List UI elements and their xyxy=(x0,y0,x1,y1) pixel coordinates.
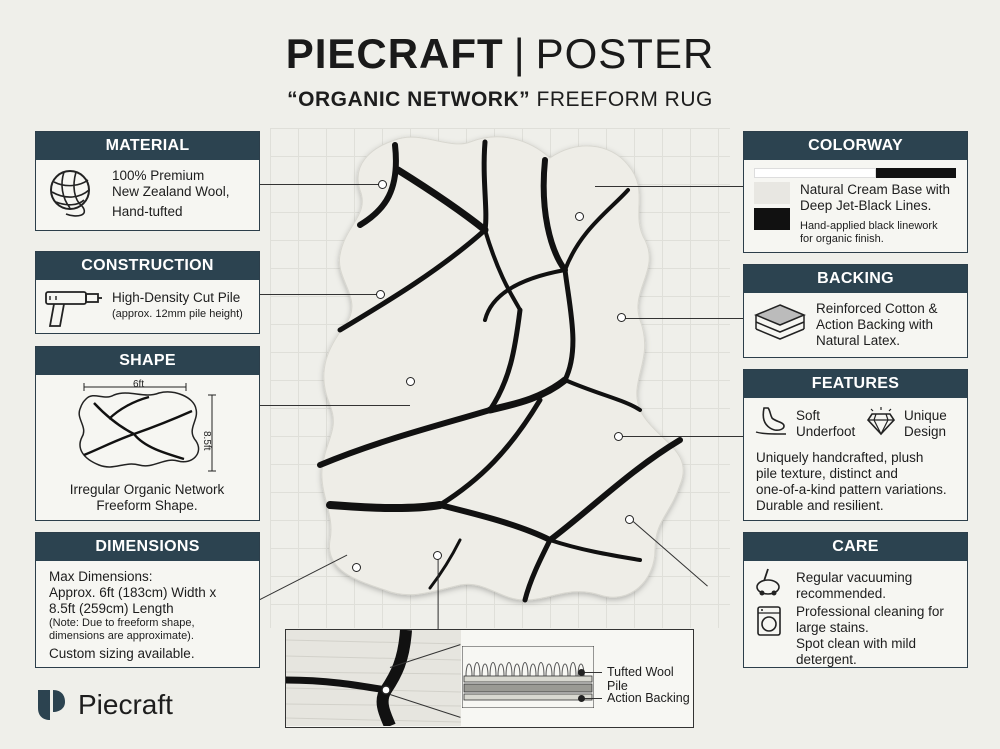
features-line3: one-of-a-kind pattern variations. xyxy=(756,482,947,497)
colorway-line1: Natural Cream Base with xyxy=(800,182,951,197)
material-title: MATERIAL xyxy=(36,132,259,160)
inset-leader-pile xyxy=(582,672,602,673)
care-item2-line4: detergent. xyxy=(796,652,857,667)
leader-features xyxy=(620,436,744,437)
material-line3: Hand-tufted xyxy=(112,204,183,219)
backing-panel xyxy=(743,264,968,358)
material-line1: 100% Premium xyxy=(112,168,205,183)
backing-line2: Action Backing with xyxy=(816,317,934,332)
leader-colorway xyxy=(595,186,743,187)
dimensions-panel xyxy=(35,532,260,668)
layers-icon xyxy=(752,299,808,349)
rug-illustration xyxy=(310,130,690,610)
rug-body xyxy=(322,137,683,600)
dimensions-note1: (Note: Due to freeform shape, xyxy=(49,617,195,629)
callout-dot xyxy=(617,313,626,322)
features-line2: pile texture, distinct and xyxy=(756,466,898,481)
care-item2-line1: Professional cleaning for xyxy=(796,604,944,619)
care-panel xyxy=(743,532,968,668)
black-swatch xyxy=(754,208,790,230)
dimensions-note2: dimensions are approximate). xyxy=(49,630,194,642)
page-subtitle: “ORGANIC NETWORK” FREEFORM RUG xyxy=(287,88,713,111)
feature2-line2: Design xyxy=(904,424,947,439)
feature1-line1: Soft xyxy=(796,408,821,423)
care-item2-line2: large stains. xyxy=(796,620,869,635)
backing-line3: Natural Latex. xyxy=(816,333,901,348)
cream-swatch xyxy=(754,182,790,204)
dimensions-line4: Custom sizing available. xyxy=(49,646,195,661)
callout-dot xyxy=(378,180,387,189)
features-line1: Uniquely handcrafted, plush xyxy=(756,450,924,465)
piecraft-logo-icon xyxy=(34,686,68,724)
callout-dot xyxy=(406,377,415,386)
diamond-icon xyxy=(866,406,896,436)
layer-diagram xyxy=(462,646,594,708)
care-item1-line2: recommended. xyxy=(796,586,887,601)
callout-dot xyxy=(433,551,442,560)
construction-panel xyxy=(35,251,260,334)
colorway-note1: Hand-applied black linework xyxy=(800,220,938,232)
page-title: PIECRAFT | POSTER xyxy=(285,30,715,77)
features-title: FEATURES xyxy=(744,370,967,398)
care-item1-line1: Regular vacuuming xyxy=(796,570,913,585)
vacuum-icon xyxy=(754,567,784,597)
shape-diagram xyxy=(74,379,224,479)
material-line2: New Zealand Wool, xyxy=(112,184,230,199)
callout-dot xyxy=(352,563,361,572)
backing-title: BACKING xyxy=(744,265,967,293)
shape-title: SHAPE xyxy=(36,347,259,375)
texture-inset xyxy=(285,629,694,728)
tufting-gun-icon xyxy=(44,286,104,330)
material-panel xyxy=(35,131,260,231)
callout-dot xyxy=(376,290,385,299)
shape-line2: Freeform Shape. xyxy=(96,498,198,513)
leader-inset xyxy=(437,557,438,632)
inset-layer1: Tufted Wool Pile xyxy=(607,665,674,693)
brand-logo xyxy=(34,686,173,724)
construction-line1: High-Density Cut Pile xyxy=(112,290,241,305)
leader-shape xyxy=(258,405,410,406)
leader-construction xyxy=(258,294,380,295)
leader-backing xyxy=(622,318,743,319)
feature2-line1: Unique xyxy=(904,408,947,423)
inset-leader-dot xyxy=(578,695,585,702)
colorway-note2: for organic finish. xyxy=(800,233,884,245)
features-line4: Durable and resilient. xyxy=(756,498,884,513)
inset-leader-dot xyxy=(578,669,585,676)
shape-width-label: 6ft xyxy=(133,379,145,390)
cream-bar xyxy=(754,168,876,178)
care-title: CARE xyxy=(744,533,967,561)
colorway-line2: Deep Jet-Black Lines. xyxy=(800,198,932,213)
brand-name: Piecraft xyxy=(78,689,173,720)
washing-machine-icon xyxy=(756,605,782,637)
dimensions-line3: 8.5ft (259cm) Length xyxy=(49,601,174,616)
dimensions-title: DIMENSIONS xyxy=(36,533,259,561)
inset-layer2: Action Backing xyxy=(607,691,690,705)
backing-line1: Reinforced Cotton & xyxy=(816,301,938,316)
inset-leader-backing xyxy=(582,698,602,699)
callout-dot xyxy=(614,432,623,441)
shape-length-label: 8.5ft xyxy=(201,431,212,451)
shape-line1: Irregular Organic Network xyxy=(69,482,225,497)
construction-line2: (approx. 12mm pile height) xyxy=(112,308,243,320)
features-panel xyxy=(743,369,968,521)
shape-panel xyxy=(35,346,260,521)
dimensions-line2: Approx. 6ft (183cm) Width x xyxy=(49,585,217,600)
leader-material xyxy=(258,184,384,185)
texture-closeup xyxy=(286,630,461,726)
care-item2-line3: Spot clean with mild xyxy=(796,636,917,651)
feature1-line2: Underfoot xyxy=(796,424,856,439)
callout-dot xyxy=(575,212,584,221)
black-bar xyxy=(876,168,956,178)
callout-dot xyxy=(625,515,634,524)
dimensions-line1: Max Dimensions: xyxy=(49,569,153,584)
colorway-title: COLORWAY xyxy=(744,132,967,160)
construction-title: CONSTRUCTION xyxy=(36,252,259,280)
yarn-ball-icon xyxy=(46,166,98,220)
foot-icon xyxy=(754,404,788,438)
colorway-panel xyxy=(743,131,968,253)
